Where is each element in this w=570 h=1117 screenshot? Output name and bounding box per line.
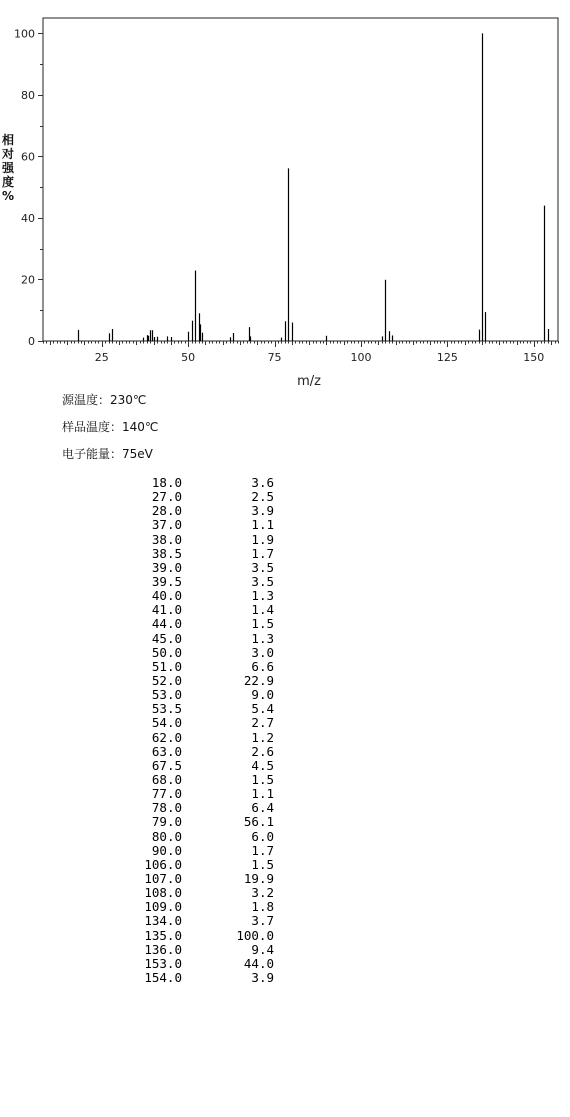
peak-mz: 45.0 [151,630,182,646]
peak-intensity: 6.0 [251,828,274,844]
peak-row [130,971,300,985]
peak-row [130,561,300,575]
peak-row [130,490,300,504]
peak-row [130,844,300,858]
peak-mz: 135.0 [144,927,182,943]
peak-intensity: 1.7 [251,842,274,858]
y-axis-label-char: 对 [1,147,15,161]
peak-mz: 108.0 [144,885,182,901]
peak-mz: 53.5 [151,701,182,717]
peak-intensity: 3.5 [251,573,274,589]
peak-row [130,646,300,660]
x-tick-label: 125 [436,351,458,364]
y-tick-label: 20 [21,273,35,287]
mass-spectrum-chart [0,0,570,389]
peak-mz: 63.0 [151,743,182,759]
peak-mz: 50.0 [151,644,182,660]
peak-mz: 78.0 [151,800,182,816]
peak-row [130,957,300,971]
peak-intensity: 1.9 [251,531,274,547]
peak-mz: 39.5 [151,573,182,589]
peak-row [130,702,300,716]
y-tick-label: 40 [21,211,35,225]
peak-intensity: 5.4 [251,701,274,717]
y-axis-label [1,132,15,203]
peak-row [130,745,300,759]
peak-row [130,716,300,730]
peak-row [130,801,300,815]
peak-intensity: 3.0 [251,644,274,660]
y-axis-label-char: 强 [1,161,15,175]
peak-row [130,830,300,844]
peak-intensity: 19.9 [243,870,274,886]
peak-intensity: 1.1 [251,786,274,802]
peak-intensity: 3.6 [251,475,274,490]
peak-intensity: 44.0 [243,955,274,971]
peak-mz: 38.5 [151,545,182,561]
peak-row [130,660,300,674]
condition-value: 140℃ [122,420,159,434]
peak-intensity: 2.7 [251,715,274,731]
peak-mz: 27.0 [151,489,182,505]
peak-intensity: 3.9 [251,969,274,985]
peak-intensity: 1.8 [251,899,274,915]
condition-separator: ： [110,420,123,434]
peak-mz: 107.0 [144,870,182,886]
peak-mz: 136.0 [144,941,182,957]
condition-value: 75eV [122,447,153,461]
peak-table [130,476,300,985]
peak-row [130,787,300,801]
peak-mz: 18.0 [151,475,182,490]
peak-intensity: 100.0 [236,927,274,943]
peak-mz: 54.0 [151,715,182,731]
x-tick-label: 100 [350,351,372,364]
peak-intensity: 1.2 [251,729,274,745]
plot-frame [43,18,558,341]
y-axis-label-char: % [1,189,15,203]
peak-intensity: 1.3 [251,630,274,646]
peak-intensity: 1.5 [251,616,274,632]
peak-mz: 40.0 [151,588,182,604]
peak-mz: 154.0 [144,969,182,985]
peak-row [130,900,300,914]
peak-row [130,872,300,886]
peak-row [130,632,300,646]
peak-mz: 80.0 [151,828,182,844]
peak-row [130,518,300,532]
peak-row [130,759,300,773]
peak-mz: 28.0 [151,503,182,519]
condition-value: 230℃ [110,393,147,407]
peak-mz: 52.0 [151,672,182,688]
peak-mz: 153.0 [144,955,182,971]
peak-intensity: 1.4 [251,602,274,618]
x-tick-label: 75 [267,351,282,364]
x-tick-label: 150 [523,351,545,364]
peak-row [130,533,300,547]
peak-intensity: 22.9 [243,672,274,688]
peak-mz: 67.5 [151,757,182,773]
peak-intensity: 3.2 [251,885,274,901]
condition-electron-energy [62,445,153,462]
peak-row [130,476,300,490]
y-tick-label: 0 [28,335,35,348]
peak-row [130,504,300,518]
peak-intensity: 2.6 [251,743,274,759]
condition-sample-temp [62,418,158,435]
x-axis-label: m/z [297,374,321,389]
condition-separator: ： [110,447,123,461]
peak-mz: 62.0 [151,729,182,745]
peak-mz: 44.0 [151,616,182,632]
peak-mz: 106.0 [144,856,182,872]
peak-row [130,547,300,561]
peak-intensity: 9.0 [251,687,274,703]
peak-intensity: 56.1 [243,814,274,830]
condition-source-temp [62,391,146,408]
peak-row [130,773,300,787]
peak-row [130,617,300,631]
peak-intensity: 9.4 [251,941,274,957]
peak-row [130,858,300,872]
peak-intensity: 6.6 [251,658,274,674]
y-axis-label-char: 相 [1,133,15,147]
peak-intensity: 1.3 [251,588,274,604]
peak-mz: 53.0 [151,687,182,703]
peak-intensity: 6.4 [251,800,274,816]
y-tick-label: 100 [14,27,35,41]
condition-label: 电子能量 [62,447,111,461]
peak-mz: 77.0 [151,786,182,802]
peak-intensity: 1.5 [251,856,274,872]
peak-intensity: 3.9 [251,503,274,519]
peak-intensity: 4.5 [251,757,274,773]
peak-row [130,603,300,617]
peak-row [130,731,300,745]
peak-intensity: 3.7 [251,913,274,929]
peak-intensity: 1.7 [251,545,274,561]
peak-row [130,674,300,688]
peak-mz: 90.0 [151,842,182,858]
peak-row [130,914,300,928]
peak-row [130,589,300,603]
peak-mz: 68.0 [151,771,182,787]
peak-mz: 39.0 [151,559,182,575]
peak-intensity: 1.1 [251,517,274,533]
peak-row [130,815,300,829]
y-axis-label-char: 度 [1,175,15,189]
peak-intensity: 1.5 [251,771,274,787]
peak-mz: 134.0 [144,913,182,929]
peak-row [130,688,300,702]
peak-intensity: 3.5 [251,559,274,575]
peak-mz: 38.0 [151,531,182,547]
peak-mz: 41.0 [151,602,182,618]
x-tick-label: 50 [181,351,196,364]
peak-intensity: 2.5 [251,489,274,505]
condition-separator: ： [98,393,111,407]
y-tick-label: 80 [21,88,35,102]
peak-row [130,886,300,900]
x-tick-label: 25 [94,351,109,364]
peak-mz: 109.0 [144,899,182,915]
peak-row [130,575,300,589]
peak-mz: 79.0 [151,814,182,830]
condition-label: 样品温度 [62,420,111,434]
peak-mz: 51.0 [151,658,182,674]
y-tick-label: 60 [21,150,35,164]
condition-label: 源温度 [62,393,99,407]
peak-mz: 37.0 [151,517,182,533]
peak-row [130,929,300,943]
peak-row [130,943,300,957]
